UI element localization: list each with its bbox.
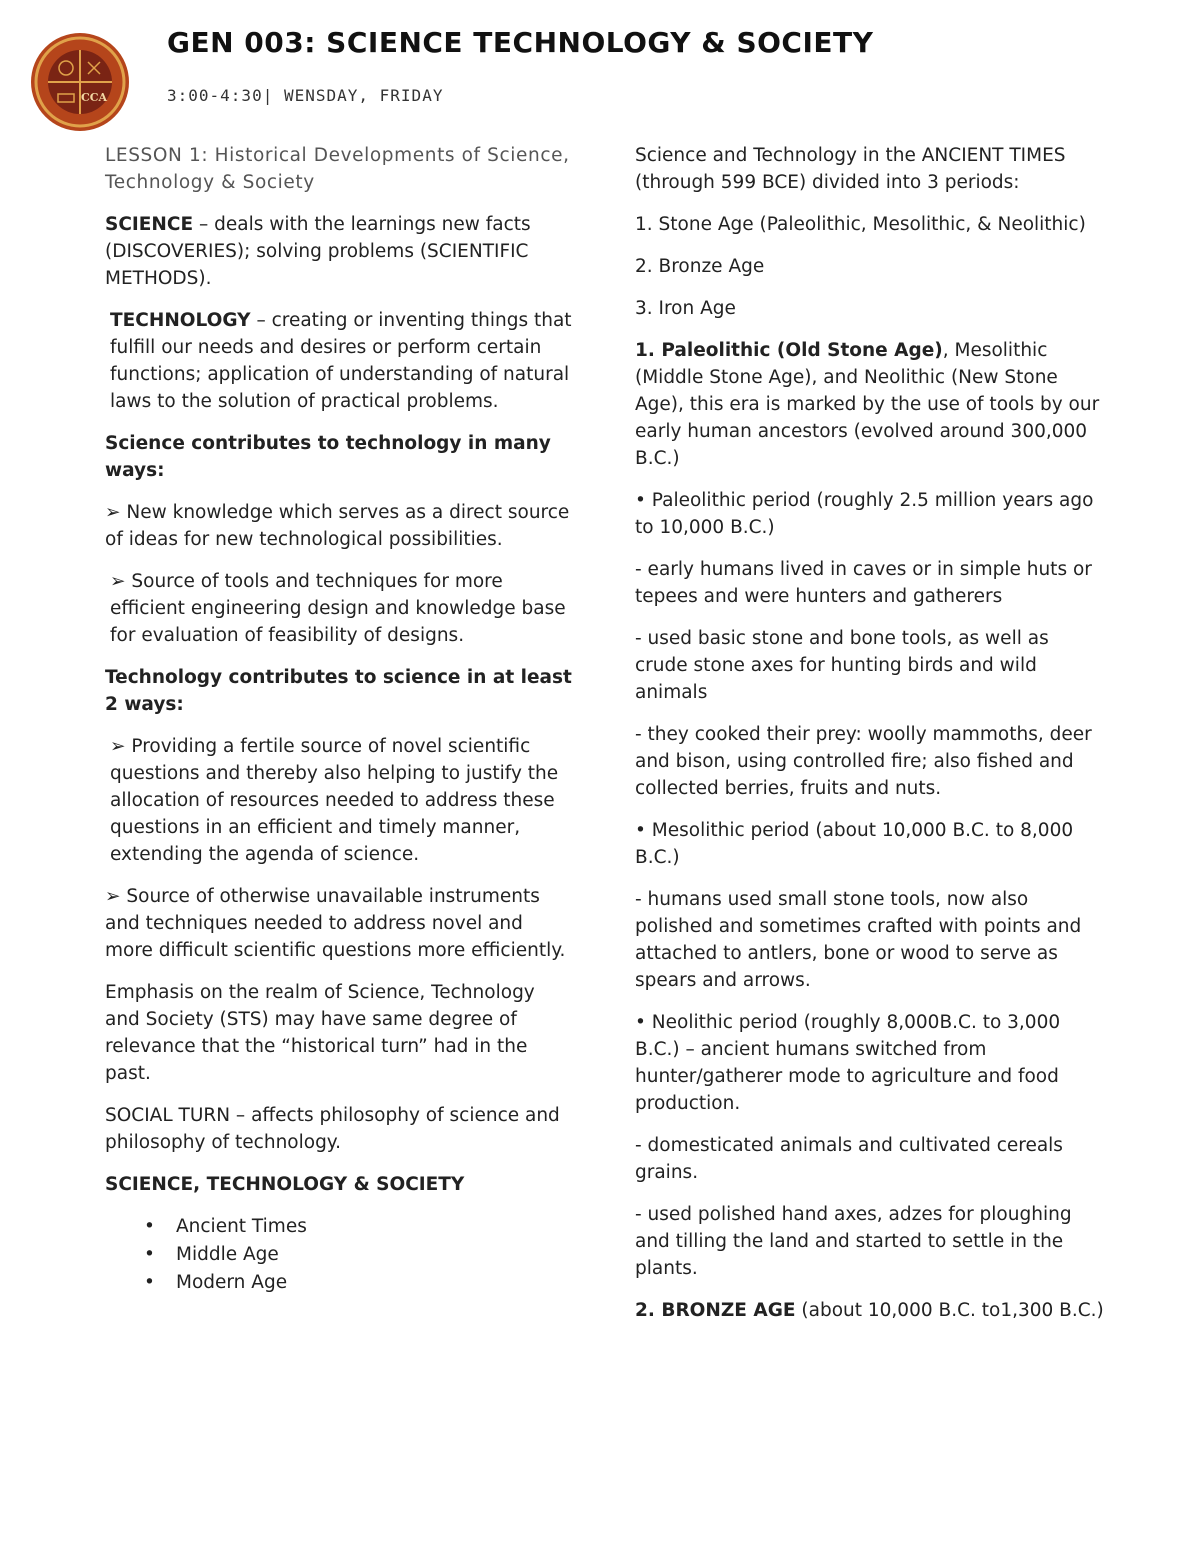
school-seal-icon — [30, 32, 130, 132]
neolithic-detail: - domesticated animals and cultivated cereals grains. — [635, 1135, 1063, 1183]
list-item: • Middle Age — [176, 1241, 575, 1269]
technology-contrib-heading-text: Technology contributes to science in at least 2 ways: — [105, 667, 572, 715]
science-contrib-heading-text: Science contributes to technology in many ways: — [105, 433, 551, 481]
mesolithic-detail: - humans used small stone tools, now also polished and sometimes crafted with points and attached to antlers, bone or wood to serve as spears and arrows. — [635, 889, 1082, 991]
technology-term: TECHNOLOGY — [110, 310, 251, 331]
paleolithic-detail: - used basic stone and bone tools, as well as crude stone axes for hunting birds and wild animals — [635, 628, 1049, 703]
technology-definition — [105, 307, 575, 415]
neolithic-detail: - used polished hand axes, adzes for ploughing and tilling the land and started to settle in the plants. — [635, 1204, 1072, 1279]
seal-text: CCA — [80, 91, 108, 104]
lesson-title: LESSON 1: Historical Developments of Science, Technology & Society — [105, 145, 570, 193]
paleolithic-detail: - early humans lived in caves or in simple huts or tepees and were hunters and gatherers — [635, 559, 1092, 607]
class-schedule: 3:00-4:30| WENSDAY, FRIDAY — [167, 86, 444, 105]
stone-age-heading: 1. Paleolithic (Old Stone Age) — [635, 340, 943, 361]
stone-age-text: , Mesolithic (Middle Stone Age), and Neolithic (New Stone Age), this era is marked by the use of tools by our early human ancestors (evolved around 300,000 B.C.) — [635, 340, 1100, 469]
right-column — [635, 142, 1105, 1339]
technology-contrib-heading — [105, 664, 575, 718]
science-def-text: – deals with the learnings new facts (DISCOVERIES); solving problems (SCIENTIFIC METHODS). — [105, 214, 531, 289]
social-turn-paragraph: SOCIAL TURN – affects philosophy of science and philosophy of technology. — [105, 1105, 560, 1153]
period-item: 3. Iron Age — [635, 298, 736, 319]
science-term: SCIENCE — [105, 214, 194, 235]
mesolithic-title: • Mesolithic period (about 10,000 B.C. to 8,000 B.C.) — [635, 820, 1074, 868]
paleolithic-detail: - they cooked their prey: woolly mammoths, deer and bison, using controlled fire; also fished and collected berries, fruits and nuts. — [635, 724, 1092, 799]
ancient-times-intro: Science and Technology in the ANCIENT TIMES (through 599 BCE) divided into 3 periods: — [635, 145, 1066, 193]
paleolithic-title: • Paleolithic period (roughly 2.5 million years ago to 10,000 B.C.) — [635, 490, 1094, 538]
technology-def-text: – creating or inventing things that fulfill our needs and desires or perform certain functions; application of understanding of natural laws to the solution of practical problems. — [110, 310, 572, 412]
stone-age-paragraph — [635, 337, 1105, 472]
science-contrib-heading — [105, 430, 575, 484]
emphasis-paragraph: Emphasis on the realm of Science, Technology and Society (STS) may have same degree of relevance that the “historical turn” had in the past. — [105, 982, 535, 1084]
list-item: • Modern Age — [176, 1269, 575, 1297]
science-definition — [105, 211, 575, 292]
sts-heading — [105, 1171, 575, 1198]
science-contrib-item: ➢ Source of tools and techniques for more efficient engineering design and knowledge base for evaluation of feasibility of designs. — [110, 571, 566, 646]
period-item: 1. Stone Age (Paleolithic, Mesolithic, & Neolithic) — [635, 214, 1086, 235]
bronze-age-paragraph — [635, 1297, 1105, 1324]
page-title: GEN 003: SCIENCE TECHNOLOGY & SOCIETY — [167, 26, 874, 59]
technology-contrib-item: ➢ Providing a fertile source of novel scientific questions and thereby also helping to justify the allocation of resources needed to address these questions in an efficient and timely manner, extending the agenda of science. — [110, 736, 559, 865]
neolithic-title: • Neolithic period (roughly 8,000B.C. to 3,000 B.C.) – ancient humans switched from hunter/gatherer mode to agriculture and food production. — [635, 1012, 1061, 1114]
eras-list — [105, 1213, 575, 1297]
sts-heading-text: SCIENCE, TECHNOLOGY & SOCIETY — [105, 1174, 465, 1195]
period-item: 2. Bronze Age — [635, 256, 765, 277]
list-item: • Ancient Times — [176, 1213, 575, 1241]
technology-contrib-item: ➢ Source of otherwise unavailable instruments and techniques needed to address novel and more difficult scientific questions more efficiently. — [105, 886, 566, 961]
science-contrib-item: ➢ New knowledge which serves as a direct source of ideas for new technological possibilities. — [105, 502, 570, 550]
bronze-age-heading: 2. BRONZE AGE — [635, 1300, 796, 1321]
left-column — [105, 142, 575, 1297]
bronze-age-text: (about 10,000 B.C. to1,300 B.C.) — [795, 1300, 1104, 1321]
